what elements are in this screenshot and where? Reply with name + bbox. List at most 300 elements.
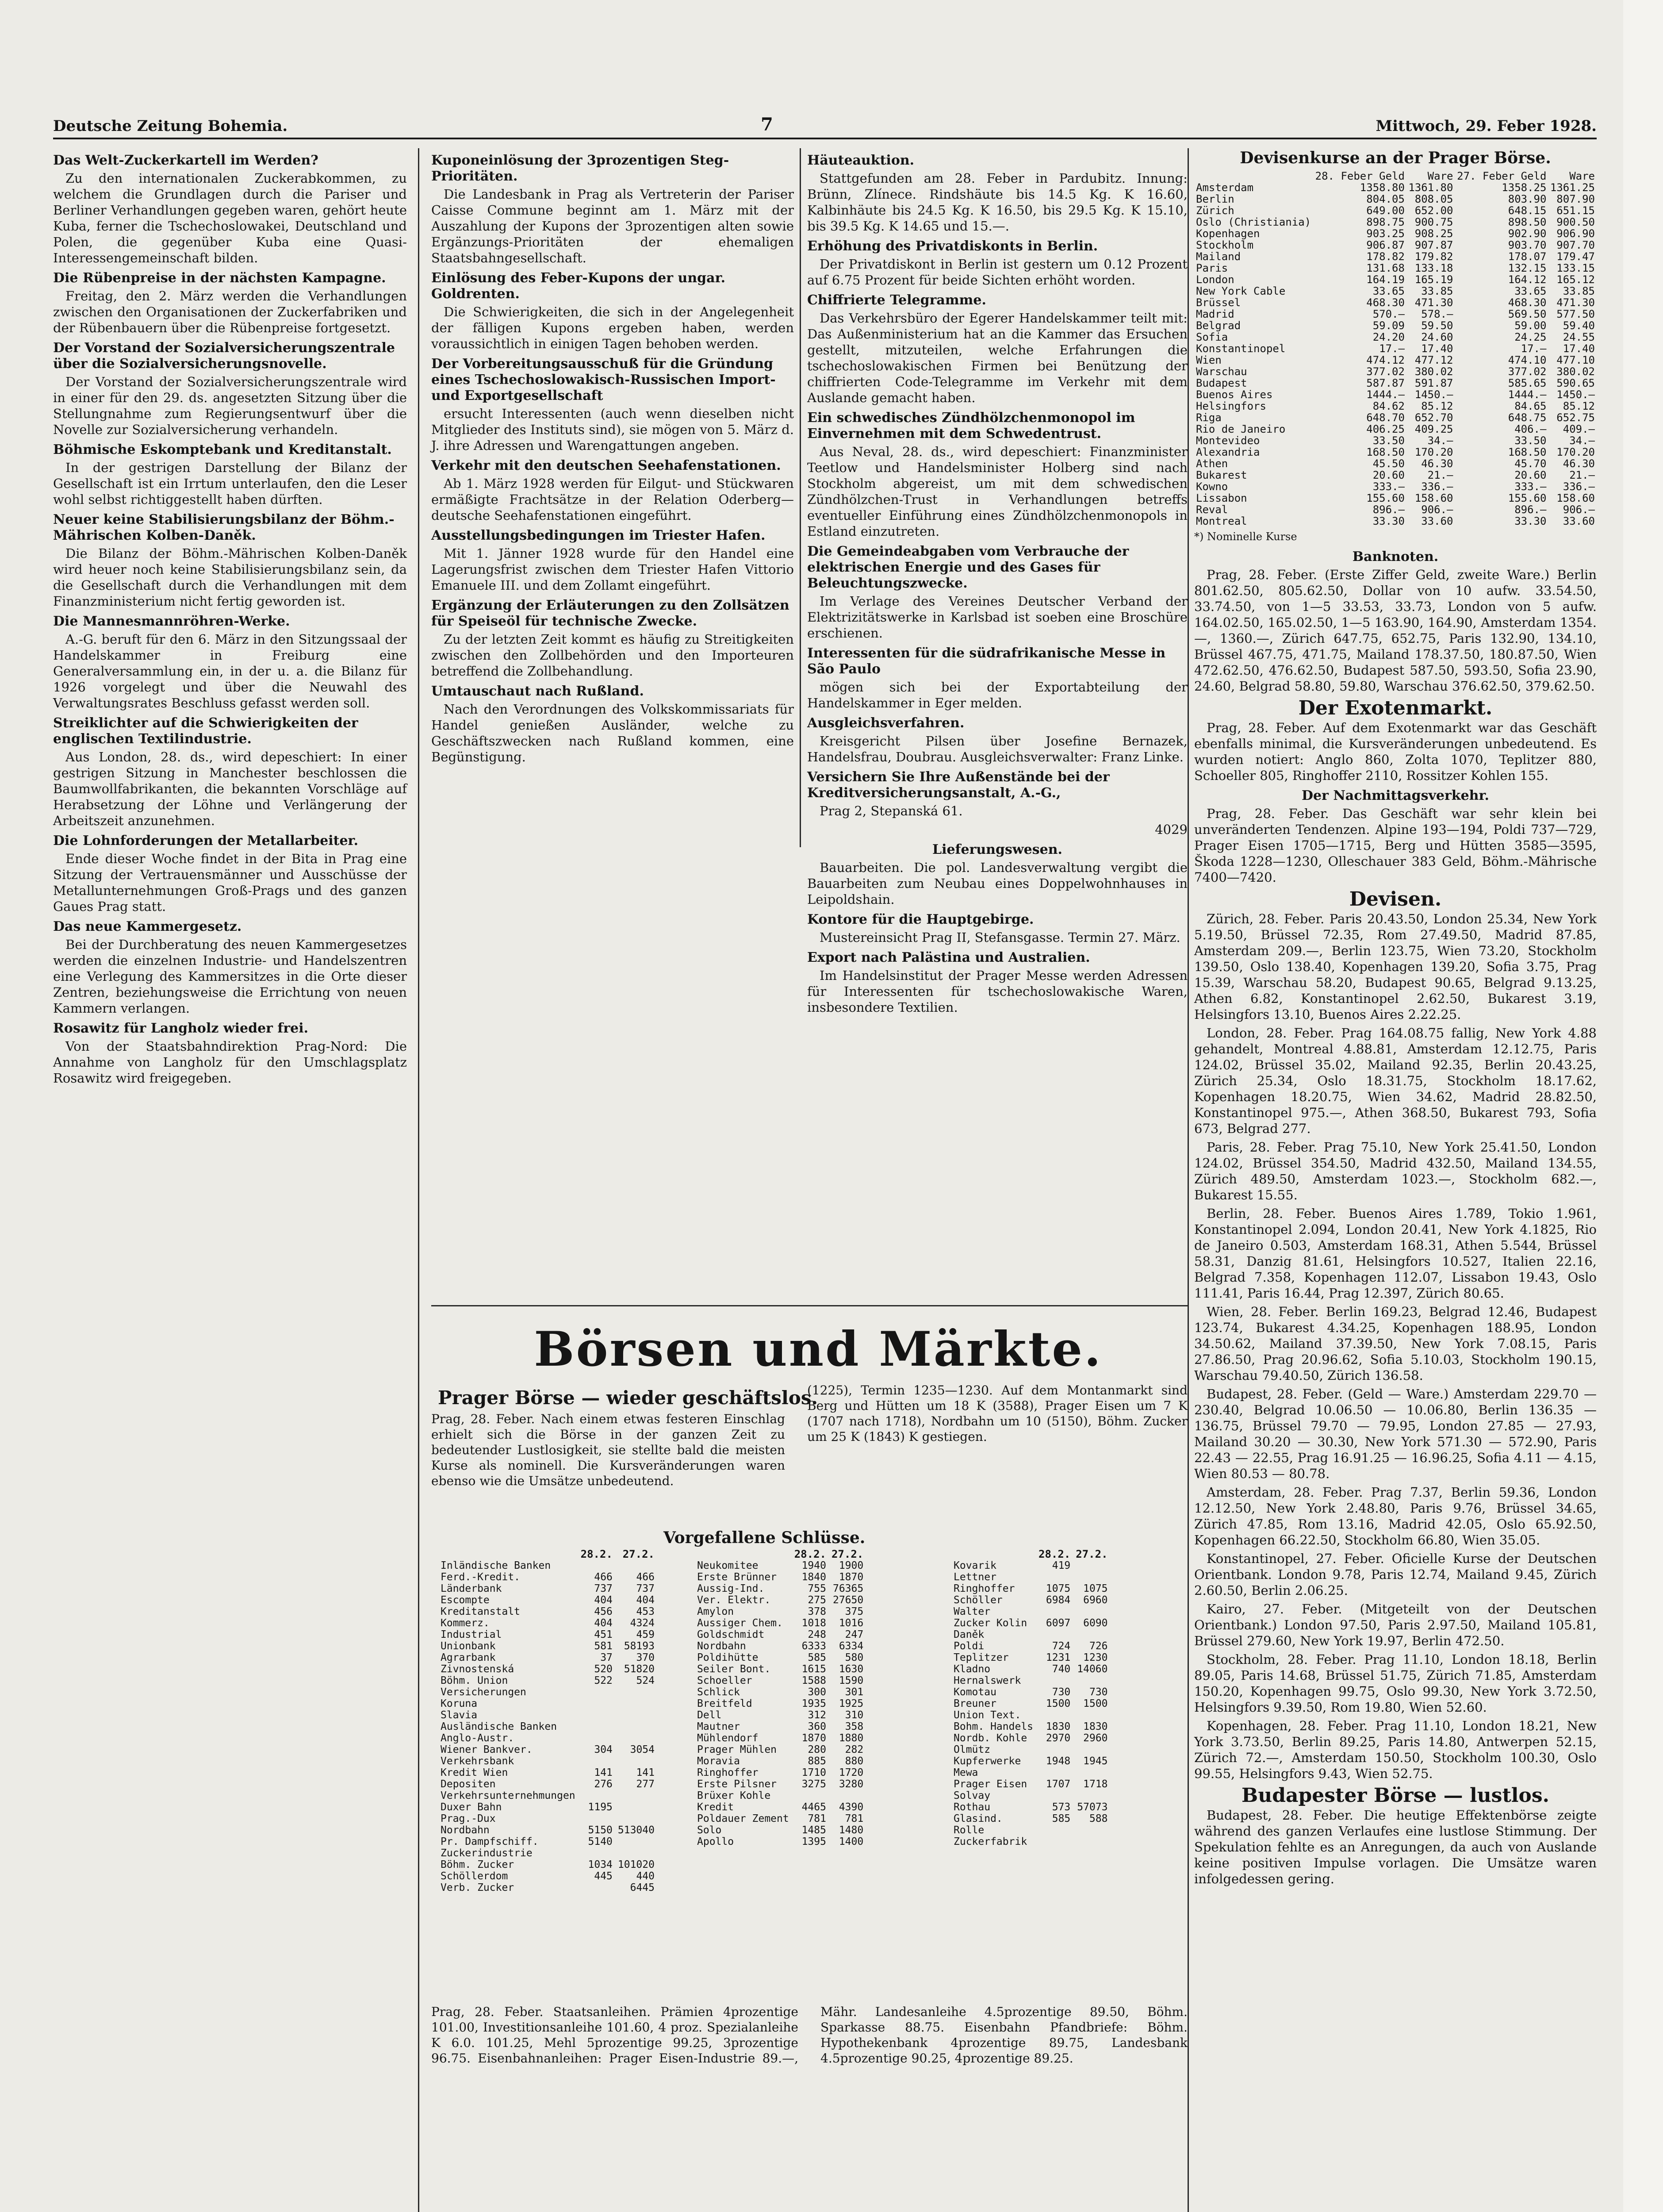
row-label: Duxer Bahn — [441, 1801, 502, 1813]
row-value: 168.50 — [1366, 446, 1405, 458]
row-label: Warschau — [1196, 365, 1247, 378]
row-value: 1400 — [839, 1836, 864, 1847]
row-value: 45.50 — [1372, 457, 1405, 470]
article-body: Mustereinsicht Prag II, Stefansgasse. Termin 27. März. — [820, 930, 1180, 945]
row-label: Mühlendorf — [697, 1732, 759, 1744]
row-value: 1444.— — [1366, 388, 1405, 401]
row-value: 1450.— — [1556, 388, 1595, 401]
row-value: 471.30 — [1414, 296, 1453, 309]
article-body: Der Privatdiskont in Berlin ist gestern um 0.12 Prozent auf 6.75 Prozent für beide Sichten erhöht worden. — [807, 257, 1188, 288]
row-value — [1073, 1836, 1110, 1847]
row-value: 165.19 — [1414, 273, 1453, 286]
row-label: Wiener Bankver. — [441, 1744, 533, 1755]
row-label: Lettner — [954, 1571, 996, 1583]
row-value: 101020 — [617, 1859, 655, 1870]
row-value: 755 — [808, 1583, 826, 1594]
article-heading: Böhmische Eskomptebank und Kreditanstalt. — [53, 442, 392, 457]
article-body: Mit 1. Jänner 1928 wurde für den Handel eine Lagerungsfrist zwischen dem Triester Hafen Vittorio Emanuele III. und dem Zollamt eingeführt. — [431, 546, 794, 593]
row-value: 179.82 — [1414, 250, 1453, 263]
row-label: Schlick — [697, 1686, 740, 1698]
row-label: Ausländische Banken — [441, 1721, 557, 1732]
row-value: 1075 — [1083, 1583, 1108, 1594]
row-value: 51820 — [624, 1663, 655, 1675]
table-row — [951, 1732, 1111, 1744]
row-label: Riga — [1196, 411, 1222, 424]
table-row — [951, 1686, 1111, 1698]
row-label: Länderbank — [441, 1583, 502, 1594]
row-value: 370 — [636, 1652, 655, 1663]
article-body: Kairo, 27. Feber. (Mitgeteilt von der Deutschen Orientbank.) London 97.50, Paris 2.97.50, Mailand 105.81, Brüssel 279.60, New York 19.97, Berlin 472.50. — [1194, 1601, 1597, 1648]
row-value: 155.60 — [1366, 492, 1405, 504]
row-value: 1720 — [839, 1767, 864, 1778]
row-label: Ferd.-Kredit. — [441, 1571, 521, 1583]
row-value: 406.— — [1514, 423, 1547, 435]
row-value: 1900 — [839, 1560, 864, 1571]
row-value: 178.82 — [1366, 250, 1405, 263]
row-label: Oslo (Christiania) — [1196, 216, 1311, 228]
row-value: 1075 — [1046, 1583, 1071, 1594]
table-row — [438, 1790, 657, 1801]
row-value: 33.65 — [1514, 285, 1547, 297]
row-value: 85.12 — [1421, 400, 1453, 412]
row-value: 360 — [808, 1721, 826, 1732]
row-value: 1925 — [839, 1698, 864, 1709]
row-value: 1358.25 — [1502, 181, 1547, 194]
row-value: 170.20 — [1414, 446, 1453, 458]
row-label: Walter — [954, 1606, 991, 1617]
article-body: Bauarbeiten. Die pol. Landesverwaltung vergibt die Bauarbeiten zum Neubau eines Doppelwohnhauses in Leipoldshain. — [807, 860, 1188, 907]
row-value: 59.00 — [1514, 319, 1547, 332]
row-value: 6097 — [1046, 1617, 1071, 1629]
row-value: 898.50 — [1508, 216, 1547, 228]
row-value: 377.02 — [1366, 365, 1405, 378]
row-value: 333.— — [1372, 480, 1405, 493]
row-value: 336.— — [1421, 480, 1453, 493]
row-value: 1710 — [801, 1767, 826, 1778]
row-label: Verkehrsunternehmungen — [441, 1790, 575, 1801]
table-row — [951, 1640, 1111, 1652]
table-row — [694, 1686, 866, 1698]
row-value: 907.70 — [1556, 239, 1595, 251]
article-body: Im Verlage des Vereines Deutscher Verband der Elektrizitätswerke in Karlsbad ist soeben eine Broschüre erschienen. — [807, 594, 1188, 641]
article-body: Konstantinopel, 27. Feber. Oficielle Kurse der Deutschen Orientbank. London 9.78, Paris 12.74, Mailand 9.45, Zürich 2.60.50, Berlin 2.06.25. — [1194, 1551, 1597, 1598]
row-value: 1588 — [801, 1675, 826, 1686]
table-row — [694, 1640, 866, 1652]
table-row — [1194, 239, 1597, 251]
row-label: Solvay — [954, 1790, 991, 1801]
row-value — [1073, 1675, 1110, 1686]
row-label: Kommerz. — [441, 1617, 490, 1629]
trades-title: Vorgefallene Schlüsse. — [663, 1528, 866, 1547]
row-label: Mautner — [697, 1721, 740, 1732]
date-header: 27.2. — [622, 1548, 655, 1560]
row-label: Ringhoffer — [954, 1583, 1015, 1594]
row-value: 474.12 — [1366, 354, 1405, 366]
row-value: 21.— — [1569, 469, 1595, 481]
row-value: 375 — [845, 1606, 864, 1617]
table-row — [1194, 400, 1597, 412]
article-heading: Ausstellungsbedingungen im Triester Hafen. — [431, 528, 766, 543]
exchange-rates-table — [1194, 170, 1597, 527]
row-value: 20.60 — [1514, 469, 1547, 481]
row-value — [578, 1847, 615, 1859]
row-value: 1830 — [1046, 1721, 1071, 1732]
article-body: Wien, 28. Feber. Berlin 169.23, Belgrad 12.46, Budapest 123.74, Bukarest 4.34.25, Kopenhagen 188.95, London 34.50.62, Mailand 37.39.50, New York 7.08.15, Paris 27.86.50, Prag 20.96.62, Sofia 5.10.03, Stockholm 190.15, Warschau 79.40.50, Zürich 136.58. — [1194, 1304, 1597, 1383]
row-value: 17.— — [1379, 342, 1405, 355]
row-value: 1707 — [1046, 1778, 1071, 1790]
article-heading: Einlösung des Feber-Kupons der ungar. Goldrenten. — [431, 270, 726, 302]
advertisement-heading: Versichern Sie Ihre Außenstände bei der Kreditversicherungsanstalt, A.-G., — [807, 769, 1110, 801]
table-row — [694, 1778, 866, 1790]
row-label: Daněk — [954, 1629, 985, 1640]
trades-table — [438, 1548, 657, 1893]
row-value: 5140 — [588, 1836, 613, 1847]
row-value: 333.— — [1514, 480, 1547, 493]
table-row — [438, 1606, 657, 1617]
article-heading: Kontore für die Hauptgebirge. — [807, 912, 1034, 927]
row-value — [578, 1709, 615, 1721]
table-row — [438, 1882, 657, 1893]
row-value: 282 — [845, 1744, 864, 1755]
row-label: Prager Mühlen — [697, 1744, 777, 1755]
table-row — [1194, 274, 1597, 285]
article-body: Budapest, 28. Feber. (Geld — Ware.) Amsterdam 229.70 — 230.40, Belgrad 10.06.50 — 10.06.80, Berlin 136.35 — 136.75, Brüssel 79.70 — 79.95, London 27.85 — 27.93, Mailand 30.20 — 30.30, New York 571.30 — 572.90, Paris 22.43 — 22.55, Prag 16.91.25 — 16.96.25, Sofia 4.11 — 4.15, Wien 80.53 — 80.78. — [1194, 1386, 1597, 1481]
row-value: 27650 — [832, 1594, 864, 1606]
row-value — [578, 1813, 615, 1824]
row-value: 1016 — [839, 1617, 864, 1629]
row-label: Schöller — [954, 1594, 1003, 1606]
table-row — [951, 1629, 1111, 1640]
column-2 — [431, 148, 794, 847]
row-value — [615, 1686, 657, 1698]
trades-table — [694, 1548, 866, 1847]
row-value: 45.70 — [1514, 457, 1547, 470]
row-label: Inländische Banken — [441, 1560, 551, 1571]
table-row — [1194, 446, 1597, 458]
table-row — [1194, 205, 1597, 216]
row-label: Prager Eisen — [954, 1778, 1027, 1790]
table-row — [951, 1583, 1111, 1594]
table-row — [1194, 481, 1597, 492]
fx-footnote: *) Nominelle Kurse — [1194, 530, 1297, 543]
table-row — [438, 1617, 657, 1629]
article-body: Nach den Verordnungen des Volkskommissariats für Handel genießen Ausländer, welche zu Geschäftszwecken nach Rußland kommen, eine Begünstigung. — [431, 702, 794, 764]
row-value: 2970 — [1046, 1732, 1071, 1744]
row-value — [615, 1709, 657, 1721]
row-label: Zürich — [1196, 204, 1234, 217]
table-row — [1194, 216, 1597, 228]
row-value: 76365 — [832, 1583, 864, 1594]
table-row — [1194, 285, 1597, 297]
row-value: 1945 — [1083, 1755, 1108, 1767]
trades-table — [951, 1548, 1111, 1847]
row-value: 896.— — [1372, 503, 1405, 516]
row-value — [1036, 1836, 1073, 1847]
row-value: 6445 — [630, 1882, 655, 1893]
row-value: 59.09 — [1372, 319, 1405, 332]
table-row — [694, 1755, 866, 1767]
row-label: Unionbank — [441, 1640, 496, 1652]
row-value: 808.05 — [1414, 193, 1453, 205]
table-row — [951, 1698, 1111, 1709]
row-value: 580 — [845, 1652, 864, 1663]
row-value: 6960 — [1083, 1594, 1108, 1606]
row-value: 4324 — [630, 1617, 655, 1629]
row-value — [615, 1790, 657, 1801]
row-value: 168.50 — [1508, 446, 1547, 458]
row-value: 33.30 — [1372, 515, 1405, 527]
row-value: 726 — [1089, 1640, 1108, 1652]
article-body: Das Verkehrsbüro der Egerer Handelskammer teilt mit: Das Außenministerium hat an die Kammer das Ersuchen gestellt, mitzuteilen, welche Erfahrungen die tschechoslowakischen Firmen bei Benützung der chiffrierten Code-Telegramme im Verkehr mit dem Auslande gemacht haben. — [807, 311, 1188, 405]
row-value: 468.30 — [1366, 296, 1405, 309]
row-value: 581 — [594, 1640, 613, 1652]
table-row — [438, 1836, 657, 1847]
table-row — [1194, 262, 1597, 274]
row-label: Agrarbank — [441, 1652, 496, 1663]
row-value: 59.50 — [1421, 319, 1453, 332]
row-value: 131.68 — [1366, 262, 1405, 274]
row-value: 781 — [845, 1813, 864, 1824]
row-label: Stockholm — [1196, 239, 1254, 251]
row-value: 6984 — [1046, 1594, 1071, 1606]
row-value: 17.40 — [1563, 342, 1595, 355]
article-heading: Der Vorbereitungsausschuß für die Gründung eines Tschechoslowakisch-Russischen Import- und Exportgesellschaft — [431, 356, 776, 403]
article-body: Zu der letzten Zeit kommt es häufig zu Streitigkeiten zwischen den Zollbehörden und den Importeuren betreffend die Zollbehandlung. — [431, 632, 794, 679]
row-value — [578, 1686, 615, 1698]
masthead-title: Deutsche Zeitung Bohemia. — [53, 117, 288, 135]
row-value — [1073, 1824, 1110, 1836]
row-value: 1880 — [839, 1732, 864, 1744]
table-row — [1194, 458, 1597, 469]
table-row — [951, 1571, 1111, 1583]
row-label: Berlin — [1196, 193, 1234, 205]
row-label: Brüssel — [1196, 296, 1241, 309]
table-row — [694, 1629, 866, 1640]
row-value — [1073, 1767, 1110, 1778]
row-value: 1444.— — [1508, 388, 1547, 401]
row-value: 466 — [594, 1571, 613, 1583]
row-label: Breuner — [954, 1698, 996, 1709]
row-value: 34.— — [1427, 434, 1453, 447]
table-row — [438, 1778, 657, 1790]
article-body: Aus London, 28. ds., wird depeschiert: In einer gestrigen Sitzung in Manchester beschlossen die Baumwollfabrikanten, die bekannten Vorschläge auf Herabsetzung der Löhne und Verlängerung der Arbeitszeit anzunehmen. — [53, 749, 407, 828]
article-body: Bei der Durchberatung des neuen Kammergesetzes werden die einzelnen Industrie- und Handelszentren eine Verlegung des Kammersitzes in die Orte dieser Zentren, beziehungsweise die Errichtung von neuen Kammern verlangen. — [53, 937, 407, 1016]
row-label: Helsingfors — [1196, 400, 1266, 412]
row-label: Nordb. Kohle — [954, 1732, 1027, 1744]
trades-table-a-wrap — [438, 1548, 686, 2000]
row-value: 474.10 — [1508, 354, 1547, 366]
table-row — [694, 1824, 866, 1836]
row-value: 17.40 — [1421, 342, 1453, 355]
row-value: 404 — [636, 1594, 655, 1606]
row-value: 513040 — [617, 1824, 655, 1836]
row-label: Goldschmidt — [697, 1629, 765, 1640]
row-label: Verkehrsbank — [441, 1755, 514, 1767]
row-label: Breitfeld — [697, 1698, 752, 1709]
article-body: London, 28. Feber. Prag 164.08.75 fallig, New York 4.88 gehandelt, Montreal 4.88.81, Amsterdam 12.12.75, Paris 124.02, Brüssel 35.02, Mailand 92.35, Berlin 20.43.25, Zürich 25.34, Oslo 18.31.75, Stockholm 18.17.62, Kopenhagen 18.20.75, Wien 34.62, Madrid 28.82.50, Konstantinopel 975.—, Athen 368.50, Bukarest 793, Sofia 673, Belgrad 277. — [1194, 1025, 1597, 1136]
row-value: 1195 — [588, 1801, 613, 1813]
article-body: mögen sich bei der Exportabteilung der Handelskammer in Eger melden. — [807, 680, 1188, 710]
table-row — [694, 1813, 866, 1824]
row-label: Kredit — [697, 1801, 734, 1813]
row-label: Kupferwerke — [954, 1755, 1021, 1767]
row-value: 165.12 — [1556, 273, 1595, 286]
row-value: 585 — [808, 1652, 826, 1663]
row-label: Moravia — [697, 1755, 740, 1767]
article-body: Die Landesbank in Prag als Vertreterin der Pariser Caisse Commune beginnt am 1. März mit der Auszahlung der Kupons der 3prozentigen alten sowie Ergänzungs-Prioritäten der ehemaligen Staatsbahngesellschaft. — [431, 187, 794, 265]
row-value: 37 — [600, 1652, 613, 1663]
article-heading: Die Rübenpreise in der nächsten Kampagne. — [53, 270, 386, 286]
row-value: 277 — [636, 1778, 655, 1790]
article-heading: Erhöhung des Privatdiskonts in Berlin. — [807, 238, 1098, 254]
row-label: Reval — [1196, 503, 1228, 516]
row-label: Hernalswerk — [954, 1675, 1021, 1686]
table-row — [438, 1744, 657, 1755]
row-value: 310 — [845, 1709, 864, 1721]
row-value — [1073, 1571, 1110, 1583]
row-value — [829, 1790, 866, 1801]
table-row — [438, 1870, 657, 1882]
row-label: Koruna — [441, 1698, 478, 1709]
row-label: Versicherungen — [441, 1686, 526, 1698]
row-value: 1830 — [1083, 1721, 1108, 1732]
row-value: 906.87 — [1366, 239, 1405, 251]
row-value: 896.— — [1514, 503, 1547, 516]
row-label: Poldauer Zement — [697, 1813, 789, 1824]
table-row — [951, 1709, 1111, 1721]
table-row — [1194, 515, 1597, 527]
row-value — [578, 1755, 615, 1767]
date-header: 27.2. — [831, 1548, 864, 1560]
table-row — [951, 1767, 1111, 1778]
phone-number: 4029 — [1155, 822, 1188, 837]
table-row — [1194, 366, 1597, 377]
article-body: Kopenhagen, 28. Feber. Prag 11.10, London 18.21, New York 3.73.50, Berlin 89.25, Paris 14.80, Antwerpen 52.15, Zürich 72.—, Amsterdam 150.50, Stockholm 100.30, Oslo 99.55, Helsingfors 9.43, Wien 52.75. — [1194, 1718, 1597, 1781]
row-value: 803.90 — [1508, 193, 1547, 205]
row-label: Aussig-Ind. — [697, 1583, 765, 1594]
table-row — [1194, 423, 1597, 435]
row-value: 520 — [594, 1663, 613, 1675]
row-label: Schoeller — [697, 1675, 752, 1686]
exchange-rates-title: Devisenkurse an der Prager Börse. — [1240, 149, 1551, 167]
table-row — [1194, 354, 1597, 366]
row-value: 902.90 — [1508, 227, 1547, 240]
row-value — [578, 1721, 615, 1732]
prague-exchange-text-continued — [807, 1382, 1188, 1522]
row-value: 178.07 — [1508, 250, 1547, 263]
table-row — [951, 1824, 1111, 1836]
table-row — [694, 1675, 866, 1686]
bond-prices-text — [431, 2004, 1188, 2212]
row-label: Nordbahn — [697, 1640, 746, 1652]
row-value: 591.87 — [1414, 377, 1453, 389]
article-heading: Rosawitz für Langholz wieder frei. — [53, 1021, 309, 1036]
row-value: 1480 — [839, 1824, 864, 1836]
row-value — [1073, 1629, 1110, 1640]
fx-column-header: Ware — [1427, 170, 1453, 182]
table-row — [694, 1732, 866, 1744]
article-heading: Ausgleichsverfahren. — [807, 715, 965, 731]
row-label: Solo — [697, 1824, 722, 1836]
article-body: Budapest, 28. Feber. Die heutige Effektenbörse zeigte während des ganzen Verlaufes eine lustlose Stimmung. Der Spekulation fehlte es an Anregungen, da auch von Auslande keine positiven Impulse vorlagen. Die Umsätze waren infolgedessen gering. — [1194, 1808, 1597, 1886]
row-value: 409.25 — [1414, 423, 1453, 435]
row-value: 900.75 — [1414, 216, 1453, 228]
row-label: Poldihütte — [697, 1652, 759, 1663]
row-value: 24.20 — [1372, 331, 1405, 343]
section-rule — [431, 1305, 1188, 1306]
row-value: 737 — [636, 1583, 655, 1594]
article-body: Prag, 28. Feber. Das Geschäft war sehr klein bei unveränderten Tendenzen. Alpine 193—194, Poldi 737—729, Prager Eisen 1705—1715, Berg und Hütten 3585—3595, Škoda 1228—1230, Olleschauer 383 Geld, Böhm.-Mährische 7400—7420. — [1194, 806, 1597, 885]
article-body: Prag, 28. Feber. Nach einem etwas festeren Einschlag erhielt sich die Börse in der ganzen Zeit zu bedeutender Lustlosigkeit, sie stellte bald die meisten Kurse als nominell. Die Kursveränderungen waren ebenso wie die Umsätze unbedeutend. — [431, 1412, 785, 1488]
row-value: 1358.80 — [1360, 181, 1405, 194]
table-row — [694, 1663, 866, 1675]
article-heading: Ergänzung der Erläuterungen zu den Zollsätzen für Speiseöl für technische Zwecke. — [431, 598, 789, 629]
row-value: 451 — [594, 1629, 613, 1640]
article-body: Von der Staatsbahndirektion Prag-Nord: Die Annahme von Langholz für den Umschlagsplatz Rosawitz wird freigegeben. — [53, 1039, 407, 1086]
table-row — [438, 1571, 657, 1583]
row-value: 58193 — [624, 1640, 655, 1652]
row-label: Buenos Aires — [1196, 388, 1273, 401]
column-3 — [807, 148, 1188, 1015]
row-value: 648.75 — [1508, 411, 1547, 424]
row-value: 3054 — [630, 1744, 655, 1755]
article-body: Ab 1. März 1928 werden für Eilgut- und Stückwaren ermäßigte Frachtsätze in der Relation Oderberg—deutsche Seehafenstationen eingeführt. — [431, 476, 794, 523]
row-value — [578, 1882, 615, 1893]
row-value — [1036, 1767, 1073, 1778]
table-row — [951, 1755, 1111, 1767]
row-label: Sofia — [1196, 331, 1228, 343]
row-value: 781 — [808, 1813, 826, 1824]
row-value — [1036, 1824, 1073, 1836]
table-row — [951, 1744, 1111, 1755]
article-body: Der Vorstand der Sozialversicherungszentrale wird in einer für den 29. ds. angesetzten Sitzung über die Stellungnahme zum Regierungsentwurf über die Novelle zur Sozialversicherung verhandeln. — [53, 374, 407, 437]
row-label: Kowno — [1196, 480, 1228, 493]
article-body: Im Handelsinstitut der Prager Messe werden Adressen für Interessenten für tschechoslowakische Waren, insbesondere Textilien. — [807, 968, 1188, 1015]
table-row — [1194, 331, 1597, 343]
row-value: 59.40 — [1563, 319, 1595, 332]
row-label: Budapest — [1196, 377, 1247, 389]
section-heading: Der Exotenmarkt. — [1298, 697, 1493, 719]
article-heading: Chiffrierte Telegramme. — [807, 292, 986, 308]
row-value: 577.50 — [1556, 308, 1595, 320]
row-label: Zucker Kolin — [954, 1617, 1027, 1629]
row-value: 648.15 — [1508, 204, 1547, 217]
article-heading: Das Welt-Zuckerkartell im Werden? — [53, 153, 318, 168]
row-value — [578, 1698, 615, 1709]
row-value: 1231 — [1046, 1652, 1071, 1663]
row-label: Athen — [1196, 457, 1228, 470]
row-value: 2960 — [1083, 1732, 1108, 1744]
article-heading: Streiklichter auf die Schwierigkeiten der englischen Textilindustrie. — [53, 715, 358, 747]
table-row — [1194, 504, 1597, 515]
row-value: 652.00 — [1414, 204, 1453, 217]
row-value: 164.19 — [1366, 273, 1405, 286]
row-value: 906.90 — [1556, 227, 1595, 240]
table-row — [1194, 308, 1597, 320]
row-label: Zuckerindustrie — [441, 1847, 533, 1859]
trades-table-c-wrap — [951, 1548, 1185, 2000]
row-value: 585 — [1052, 1813, 1071, 1824]
row-value — [578, 1560, 615, 1571]
row-label: Neukomitee — [697, 1560, 759, 1571]
row-value: 652.70 — [1414, 411, 1453, 424]
row-label: Belgrad — [1196, 319, 1241, 332]
table-row — [438, 1859, 657, 1870]
row-value: 358 — [845, 1721, 864, 1732]
row-value: 17.— — [1521, 342, 1547, 355]
table-row — [438, 1698, 657, 1709]
row-label: Komotau — [954, 1686, 996, 1698]
